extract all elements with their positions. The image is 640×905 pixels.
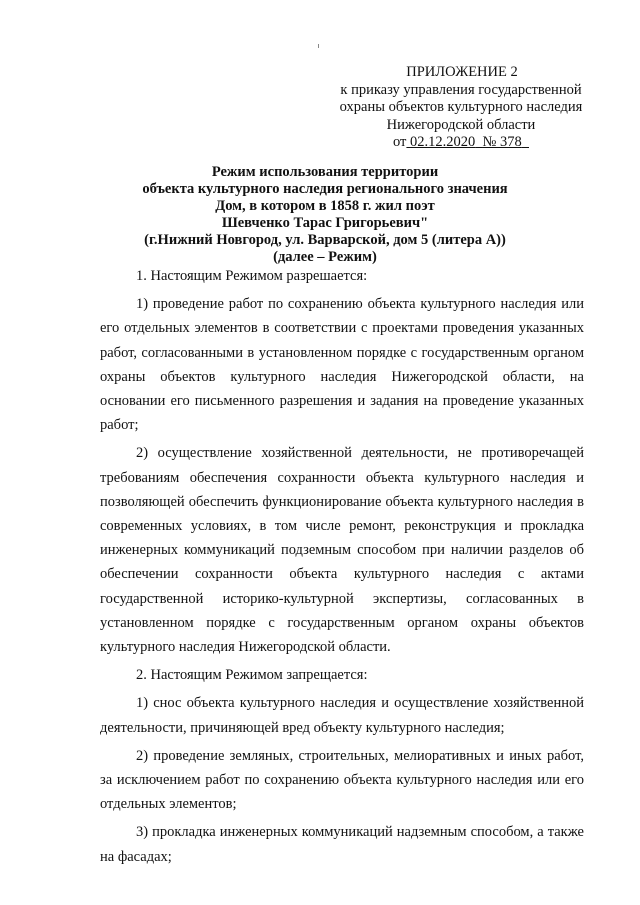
title-line-2: объекта культурного наследия регионального значения [142,181,508,197]
document-body [100,264,584,869]
order-number: № 378 [482,134,522,150]
order-prefix: от [393,134,407,150]
title-line-1: Режим использования территории [211,164,439,180]
prohibited-item-1: 1) снос объекта культурного наследия и осуществление хозяйственной деятельности, причиняющей вред объекту культурного наследия; [100,695,584,736]
appendix-title: ПРИЛОЖЕНИЕ 2 [406,64,518,80]
permitted-item-2: 2) осуществление хозяйственной деятельности, не противоречащей требованиям обеспечения сохранности объекта культурного наследия и позволяющей обеспечить функционирование объекта культурного наследия в современных условиях, в том числе ремонт, реконструкция и прокладка инженерных коммуникаций подземным способом при наличии разделов об обеспечении сохранности объекта культурного наследия с актами государственной историко-культурной экспертизы, согласованных в установленном порядке с государственным органом охраны объектов культурного наследия Нижегородской области. [100,445,584,656]
title-line-6: (далее – Режим) [273,249,377,265]
document-title [90,164,560,266]
prohibited-item-3: 3) прокладка инженерных коммуникаций надземным способом, а также на фасадах; [100,824,584,865]
title-line-3: Дом, в котором в 1858 г. жил поэт [215,198,435,214]
title-line-4: Шевченко Тарас Григорьевич" [221,215,429,231]
appendix-line-2: охраны объектов культурного наследия [339,99,583,115]
order-details [406,134,529,150]
appendix-line-3: Нижегородской области [386,116,536,133]
appendix-line-1: к приказу управления государственной [340,81,582,98]
section-1-heading: 1. Настоящим Режимом разрешается: [136,268,368,284]
section-2-heading: 2. Настоящим Режимом запрещается: [136,667,368,684]
prohibited-item-2: 2) проведение земляных, строительных, мелиоративных и иных работ, за исключением работ по сохранению объекта культурного наследия или его отдельных элементов; [100,747,584,813]
order-date: 02.12.2020 [410,134,476,150]
title-line-5: (г.Нижний Новгород, ул. Варварской, дом 5 (литера А)) [144,232,506,248]
permitted-item-1: 1) проведение работ по сохранению объекта культурного наследия или его отдельных элементов в соответствии с проектами проведения указанных работ, согласованными в установленном порядке с государственным органом охраны объектов культурного наследия Нижегородской области, на основании его письменного разрешения и задания на проведение указанных работ; [100,296,584,434]
scan-speck [318,44,319,48]
appendix-header [336,64,586,152]
order-reference [336,134,586,152]
